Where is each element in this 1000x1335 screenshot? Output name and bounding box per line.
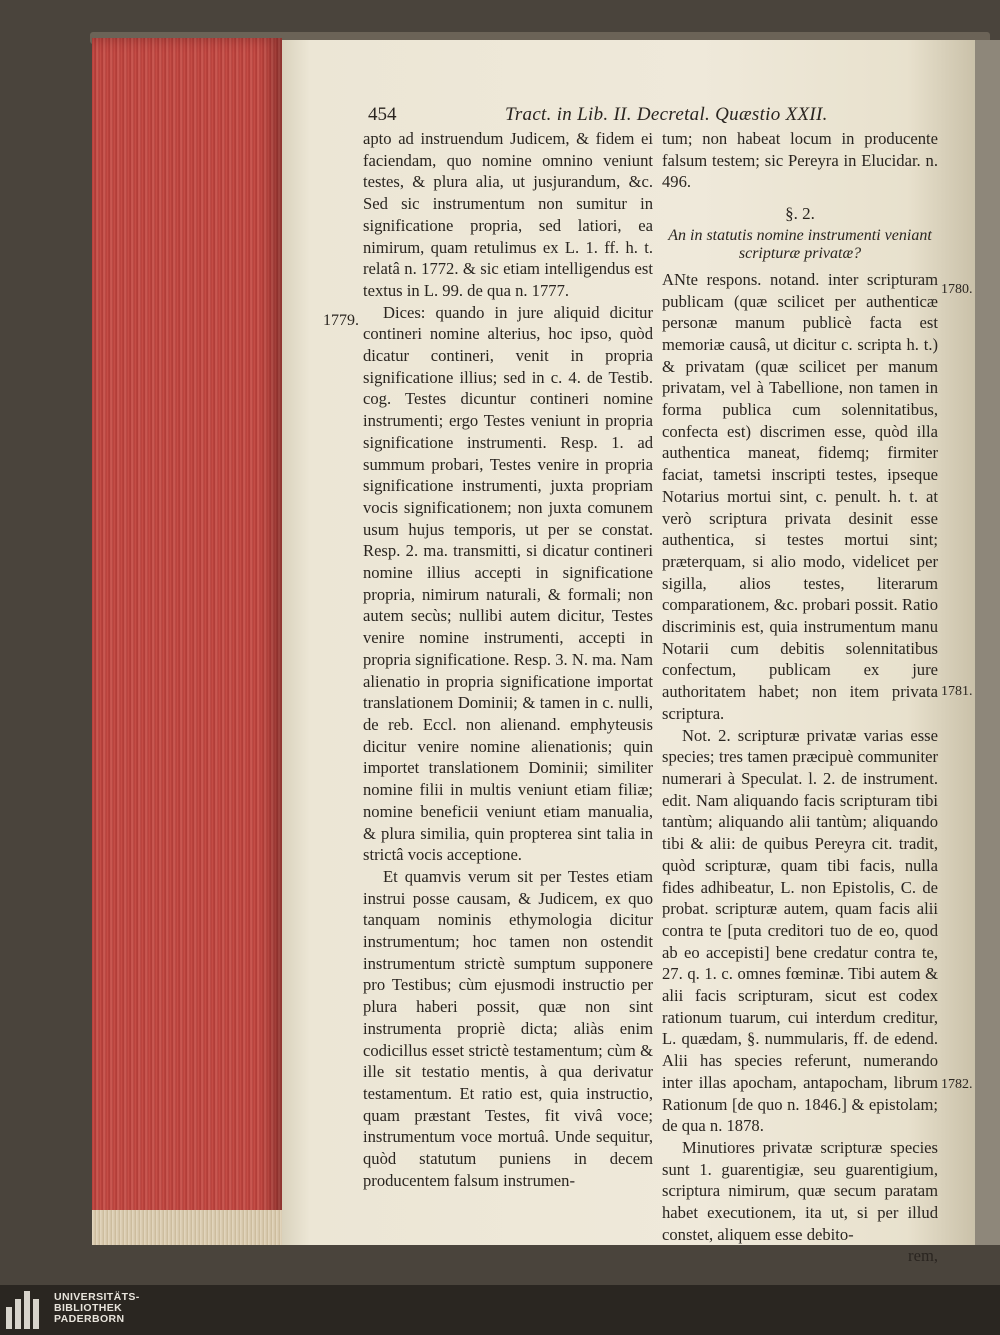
red-page-edges (92, 38, 282, 1233)
margin-number: 1781. (941, 684, 973, 699)
margin-number: 1780. (941, 282, 973, 297)
library-name-line: PADERBORN (54, 1313, 125, 1325)
margin-number: 1779. (323, 312, 359, 329)
paragraph: Dices: quando in jure aliquid dicitur contineri nomine alterius, hoc ipso, quòd dicatur contineri, venit in propria significatione illius; sed in c. 4. de Testib. cog. Testes dicuntur contineri nomine instrumenti; ergo Testes veniunt in propria significatione instrumenti. Resp. 1. ad summum probari, Testes venire in propria significatione instrumenti, juxta propriam vocis significationem; non juxta comunem usum hujus temporis, ut per se constat. Resp. 2. ma. transmitti, si dicatur contineri nomine illius accepti in significatione propria, nimirum naturali, & formali; non autem secùs; nullibi autem dicitur, Testes venire nomine instrumenti, accepti in propria significatione. Resp. 3. N. ma. Nam alienatio in propria significatione importat translationem Dominii; & tamen in c. nulli, de reb. Eccl. non alienand. emphyteusis dicitur venire nomine alienationis; quin importet translationem Dominii; similiter nomine filii in multis veniunt etiam filiæ; nomine beneficii veniunt etiam manualia, & plura similia, quin propterea sint talia in strictâ vocis acceptione. (363, 302, 653, 865)
right-column (662, 128, 938, 1267)
page-number: 454 (368, 104, 397, 125)
section-title: An in statutis nomine instrumenti veniant scripturæ privatæ? (668, 226, 932, 262)
library-name-line: UNIVERSITÄTS- (54, 1291, 140, 1303)
paragraph: Minutiores privatæ scripturæ species sunt 1. guarentigiæ, seu guarentigium, scriptura nimirum, quæ secum paratam habet executionem, ita ut, si per illud constet, aliquem esse debito- (662, 1137, 938, 1244)
paragraph: ANte respons. notand. inter scripturam publicam (quæ scilicet per authenticæ personæ manum publicè facta est memoriæ causâ, ut dicitur c. scripta h. t.) & privatam (quæ scilicet per manum privatam, vel à Tabellione, non tamen in forma publica cum solennitatibus, confecta est) discrimen esse, quòd illa authentica maneat, fidemq; firmiter faciat, tametsi inscripti testes, ipseque Notarius mortui sint, c. penult. h. t. at verò scriptura privata desinit esse authentica, si testes mortui sint; præterquam, si alio modo, videlicet per sigilla, alios testes, literarum comparationem, &c. probari possit. Ratio discriminis est, quia instrumentum manu Notarii cum debitis solennitatibus confectum, publicam ex jure authoritatem habet; non item privata scriptura. (662, 269, 938, 723)
margin-number: 1782. (941, 1077, 973, 1092)
library-name-line: BIBLIOTHEK (54, 1302, 123, 1314)
library-footer (0, 1285, 1000, 1335)
paragraph: apto ad instruendum Judicem, & fidem ei faciendam, quo nomine omnino veniunt testes, & plura alia, ut jusjurandum, &c. Sed sic instrumentum non sumitur in significatione propria, sed latiori, ea nimirum, quam retulimus ex L. 1. ff. h. t. relatâ n. 1772. & sic etiam intelligendus est textus in L. 99. de qua n. 1777. (363, 129, 653, 300)
paragraph: Not. 2. scripturæ privatæ varias esse species; tres tamen præcipuè communiter numerari à Speculat. l. 2. de instrument. edit. Nam aliquando facis scripturam tibi tantùm; aliquando alii tantùm; aliquando tibi & alii: de quibus Pereyra cit. tradit, quòd scripturæ, quam tibi facis, nulla fides adhibeatur, L. non Epistolis, C. de probat. scripturæ autem, quam facis alii contra te [puta creditori tuo de eo, quod ab eo accepisti] bene credatur contra te, 27. q. 1. c. omnes fœminæ. Tibi autem & alii facis scripturam, sicut est codex rationum tuarum, cui interdum creditur, L. quædam, §. nummularis, ff. de edend. Alii has species referunt, numerando inter illas apocham, antapocham, librum Rationum [de quo n. 1846.] & epistolam; de qua n. 1878. (662, 725, 938, 1136)
page-edge-bottom (92, 1210, 282, 1245)
library-name (54, 1292, 140, 1325)
paragraph: tum; non habeat locum in producente falsum testem; sic Pereyra in Elucidar. n. 496. (662, 129, 938, 192)
binding-gutter (975, 40, 1000, 1245)
paragraph: Et quamvis verum sit per Testes etiam instrui posse causam, & Judicem, ex quo tanquam nominis ethymologia dicitur instrumentum; hoc tamen non ostendit instrumentum strictè sumptum supponere pro Testibus; cùm ejusmodi instructio per plura haberi possit, quæ non sint instrumenta propriè dicta; aliàs enim codicillus esset strictè testamentum; cùm & ille sit testatio mentis, à qua derivatur testamentum. Et ratio est, quia instructio, quam præstant Testes, fit vivâ voce; instrumentum voce mortuâ. Unde sequitur, quòd statutum puniens in decem producentem falsum instrumen- (363, 866, 653, 1190)
library-logo-icon (6, 1291, 46, 1329)
running-title: Tract. in Lib. II. Decretal. Quæstio XXII. (505, 104, 828, 125)
catchword: rem, (908, 1246, 938, 1266)
section-number: §. 2. (785, 204, 815, 224)
left-column (363, 128, 653, 1191)
